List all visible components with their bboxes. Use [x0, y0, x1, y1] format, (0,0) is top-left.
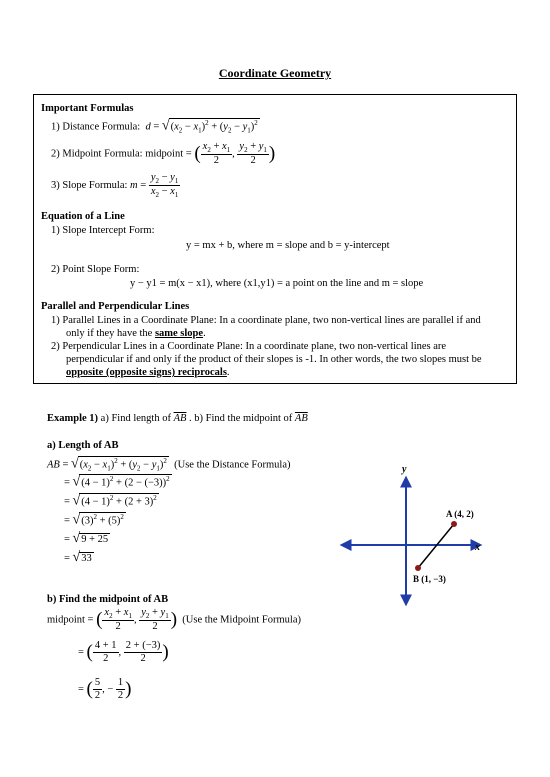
x-axis-label: x	[475, 542, 480, 553]
part-b-heading: b) Find the midpoint of AB	[47, 594, 169, 605]
distance-note: (Use the Distance Formula)	[174, 459, 291, 471]
perpendicular-item-2a: 2) Perpendicular Lines in a Coordinate Plane: In a coordinate plane, two non-vertical lines are	[51, 341, 447, 352]
midpoint-step-2: = ( $\frac{4 + 1}{2}$ , $\frac{2 + (-3)}{2}$ )	[78, 640, 169, 665]
distance-step-6: = √33	[64, 550, 92, 565]
slope-intercept-label: 1) Slope Intercept Form:	[51, 225, 155, 236]
distance-step-2: = $√(4 - 1)^2 + (2 - (-3))^2$	[64, 474, 170, 490]
example-question: Example 1) a) Find length of $\overline{AB}$ . b) Find the midpoint of $\overline{AB}$	[47, 413, 308, 424]
midpoint-step-1: midpoint = ( $\frac{x_2 + x_1}{2}$ , $\frac{y_2 + y_1}{2}$ ) (Use the Midpoint Formula)	[47, 607, 301, 633]
parallel-item-1a: 1) Parallel Lines in a Coordinate Plane: In a coordinate plane, two non-vertical lines are parallel if and	[51, 315, 481, 326]
line-eq-heading: Equation of a Line	[41, 211, 125, 222]
parallel-heading: Parallel and Perpendicular Lines	[41, 301, 190, 312]
midpoint-note: (Use the Midpoint Formula)	[182, 614, 301, 626]
distance-step-3: = $√(4 - 1)^2 + (2 + 3)^2$	[64, 493, 157, 509]
same-slope-emphasis: same slope	[154, 328, 204, 339]
slope-intercept-formula: y = mx + b, where m = slope and b = y-intercept	[186, 240, 390, 251]
distance-step-4: = $√(3)^2 + (5)^2$	[64, 512, 124, 528]
formulas-heading: Important Formulas	[41, 103, 134, 114]
point-b-label: B (1, −3)	[413, 574, 446, 584]
point-a-label: A (4, 2)	[446, 509, 474, 519]
page-title: Coordinate Geometry	[218, 66, 332, 80]
distance-label: 1) Distance Formula:	[51, 121, 141, 133]
distance-formula: 1) Distance Formula: $d = √(x_2 - x_1)^2 + (y_2 - y_1)^2$	[51, 118, 258, 135]
perpendicular-item-2b: perpendicular if and only if the product of their slopes is -1. In other words, the two slopes must be	[66, 354, 482, 365]
slope-formula: 3) Slope Formula: m = $\frac{y_2 - y_1}{x_2 - x_1}$	[51, 172, 179, 200]
midpoint-formula: 2) Midpoint Formula: midpoint = ( $\frac{x_2 + x_1}{2}$ , $\frac{y_2 + y_1}{2}$ )	[51, 141, 276, 167]
perpendicular-item-2c: opposite (opposite signs) reciprocals.	[66, 367, 230, 378]
distance-step-1: AB = $√(x_2 - x_1)^2 + (y_2 - y_1)^2$ (Use the Distance Formula)	[47, 456, 291, 473]
point-slope-formula: y − y1 = m(x − x1), where (x1,y1) = a point on the line and m = slope	[130, 278, 424, 289]
midpoint-label: 2) Midpoint Formula:	[51, 148, 143, 160]
slope-label: 3) Slope Formula:	[51, 180, 128, 192]
point-b	[415, 565, 421, 571]
y-axis-label: y	[402, 464, 407, 475]
point-a	[451, 521, 457, 527]
part-a-heading: a) Length of AB	[47, 440, 119, 451]
parallel-item-1b: only if they have the same slope.	[66, 328, 206, 339]
midpoint-step-3: = ( $\frac{5}{2}$ , − $\frac{1}{2}$ )	[78, 677, 132, 702]
coordinate-graph	[330, 460, 500, 610]
reciprocals-emphasis: opposite (opposite signs) reciprocals	[66, 367, 227, 378]
point-slope-label: 2) Point Slope Form:	[51, 264, 140, 275]
distance-step-5: = √9 + 25	[64, 531, 109, 546]
